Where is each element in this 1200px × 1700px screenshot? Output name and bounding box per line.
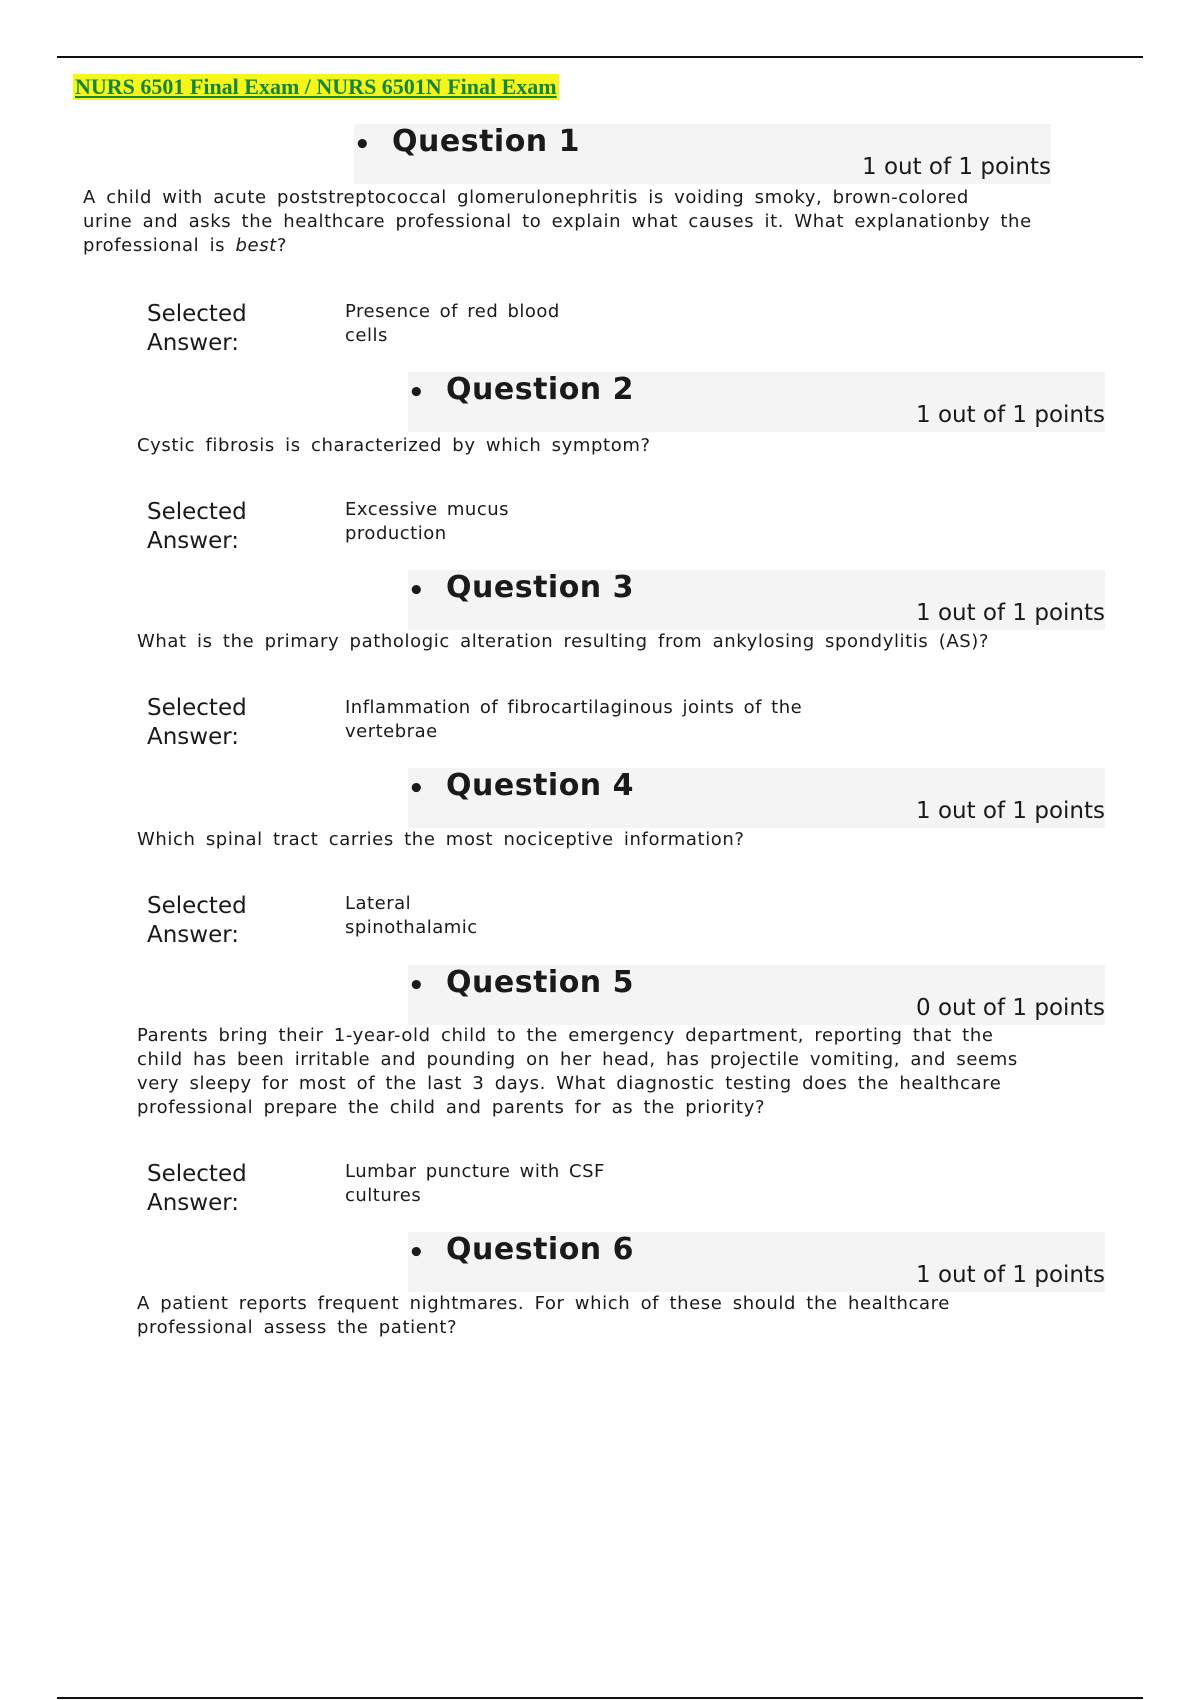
question-2-selected-label: Selected Answer: — [147, 499, 247, 554]
bullet: • — [408, 774, 425, 804]
question-4-header — [408, 768, 1105, 828]
document-title: NURS 6501 Final Exam / NURS 6501N Final Exam — [75, 74, 557, 99]
question-6-title: Question 6 — [446, 1232, 634, 1267]
top-rule — [57, 56, 1143, 58]
question-2-title: Question 2 — [446, 372, 634, 407]
bullet: • — [408, 1238, 425, 1268]
question-2-selected-answer: Excessive mucus production — [345, 499, 510, 544]
question-1-points: 1 out of 1 points — [862, 154, 1051, 180]
question-1-header — [354, 124, 1051, 184]
question-5-selected-answer: Lumbar puncture with CSF cultures — [345, 1161, 605, 1206]
question-6-text: A patient reports frequent nightmares. For which of these should the healthcare professional assess the patient? — [137, 1293, 950, 1338]
question-4-selected-label: Selected Answer: — [147, 893, 247, 948]
question-3-selected-answer: Inflammation of fibrocartilaginous joints of the vertebrae — [345, 697, 803, 742]
question-5-title: Question 5 — [446, 965, 634, 1000]
question-5-points: 0 out of 1 points — [916, 995, 1105, 1021]
bottom-rule — [57, 1697, 1143, 1699]
question-1-title: Question 1 — [392, 124, 580, 159]
bullet: • — [408, 378, 425, 408]
question-6-header — [408, 1232, 1105, 1292]
question-2-header — [408, 372, 1105, 432]
question-4-text: Which spinal tract carries the most nociceptive information? — [137, 829, 745, 850]
question-2-text: Cystic fibrosis is characterized by which symptom? — [137, 435, 651, 456]
question-3-text: What is the primary pathologic alteration resulting from ankylosing spondylitis (AS)? — [137, 631, 990, 652]
question-1-text: A child with acute poststreptococcal glomerulonephritis is voiding smoky, brown-colored urine and asks the healthcare professional to explain what causes it. What explanationby the professional is best? — [83, 187, 1032, 256]
question-5-header — [408, 965, 1105, 1025]
question-3-header — [408, 570, 1105, 630]
question-3-title: Question 3 — [446, 570, 634, 605]
question-2-points: 1 out of 1 points — [916, 402, 1105, 428]
question-6-points: 1 out of 1 points — [916, 1262, 1105, 1288]
question-4-points: 1 out of 1 points — [916, 798, 1105, 824]
question-1-selected-answer: Presence of red blood cells — [345, 301, 560, 346]
question-3-points: 1 out of 1 points — [916, 600, 1105, 626]
question-5-text: Parents bring their 1-year-old child to the emergency department, reporting that the child has been irritable and pounding on her head, has projectile vomiting, and seems very sleepy for most of the last 3 days. What diagnostic testing does the healthcare professional prepare the child and parents for as the priority? — [137, 1025, 1018, 1118]
question-4-selected-answer: Lateral spinothalamic — [345, 893, 478, 938]
question-1-selected-label: Selected Answer: — [147, 301, 247, 356]
question-3-selected-label: Selected Answer: — [147, 695, 247, 750]
question-5-selected-label: Selected Answer: — [147, 1161, 247, 1216]
bullet: • — [408, 971, 425, 1001]
bullet: • — [408, 576, 425, 606]
bullet: • — [354, 130, 371, 160]
question-4-title: Question 4 — [446, 768, 634, 803]
